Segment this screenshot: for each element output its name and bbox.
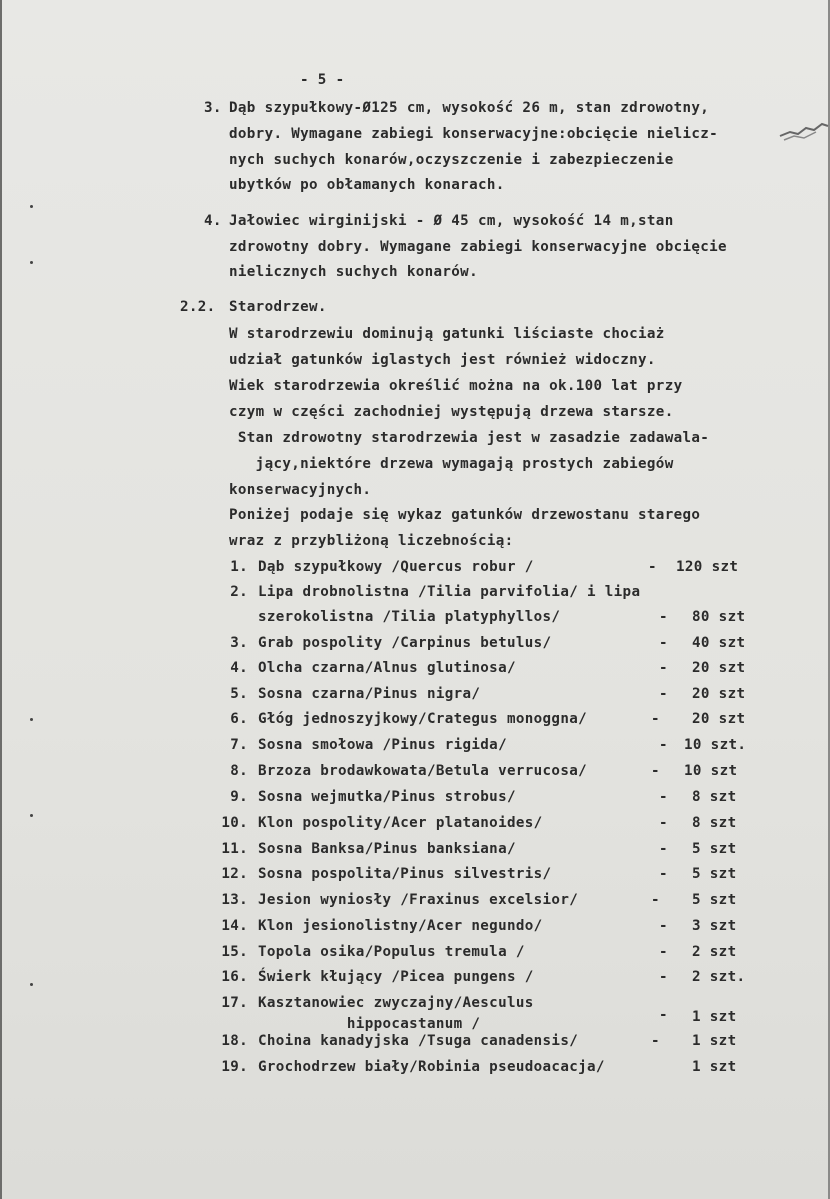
species-quantity: 20 szt (692, 711, 746, 727)
paragraph-line: jący,niektóre drzewa wymagają prostych zabiegów (229, 456, 674, 472)
species-number: 3. (230, 635, 248, 651)
species-quantity: 8 szt (692, 789, 737, 805)
species-name: Choina kanadyjska /Tsuga canadensis/ (258, 1033, 579, 1049)
margin-mark (30, 814, 33, 817)
species-dash: - (659, 969, 668, 985)
species-number: 19. (221, 1059, 248, 1075)
paragraph-line: wraz z przybliżoną liczebnością: (229, 533, 514, 549)
species-name: Sosna pospolita/Pinus silvestris/ (258, 866, 552, 882)
species-name: Klon jesionolistny/Acer negundo/ (258, 918, 543, 934)
species-number: 5. (230, 686, 248, 702)
species-number: 15. (221, 944, 248, 960)
paragraph-line: czym w części zachodniej występują drzewa starsze. (229, 404, 674, 420)
species-name: Grochodrzew biały/Robinia pseudoacacja/ (258, 1059, 605, 1075)
species-quantity: 8 szt (692, 815, 737, 831)
species-quantity: 20 szt (692, 660, 746, 676)
item-3-line: ubytków po obłamanych konarach. (229, 177, 505, 193)
species-name: Lipa drobnolistna /Tilia parvifolia/ i lipa (258, 584, 641, 600)
species-dash: - (659, 866, 668, 882)
species-dash: - (659, 737, 668, 753)
species-dash: - (648, 559, 657, 575)
item-3-line: nych suchych konarów,oczyszczenie i zabezpieczenie (229, 152, 674, 168)
item-4-line: nielicznych suchych konarów. (229, 264, 478, 280)
margin-mark (30, 261, 33, 264)
species-quantity: 1 szt (692, 1009, 737, 1025)
paragraph-line: W starodrzewiu dominują gatunki liściaste chociaż (229, 326, 665, 342)
species-name: Jesion wyniosły /Fraxinus excelsior/ (258, 892, 579, 908)
paragraph-line: udział gatunków iglastych jest również widoczny. (229, 352, 656, 368)
scan-edge-left (0, 0, 2, 1199)
species-dash: - (659, 609, 668, 625)
species-quantity: 2 szt (692, 944, 737, 960)
margin-mark (30, 983, 33, 986)
species-dash: - (659, 660, 668, 676)
species-quantity: 1 szt (692, 1059, 737, 1075)
section-title: Starodrzew. (229, 299, 327, 315)
species-dash: - (659, 918, 668, 934)
species-dash: - (659, 635, 668, 651)
species-number: 1. (230, 559, 248, 575)
item-4-number: 4. (204, 213, 222, 229)
paragraph-line: Wiek starodrzewia określić można na ok.100 lat przy (229, 378, 683, 394)
item-3-number: 3. (204, 100, 222, 116)
item-3-line: dobry. Wymagane zabiegi konserwacyjne:obcięcie nielicz- (229, 126, 719, 142)
species-dash: - (659, 686, 668, 702)
species-number: 14. (221, 918, 248, 934)
species-quantity: 10 szt (684, 763, 738, 779)
species-number: 12. (221, 866, 248, 882)
species-name: Klon pospolity/Acer platanoides/ (258, 815, 543, 831)
species-quantity: 20 szt (692, 686, 746, 702)
species-number: 11. (221, 841, 248, 857)
species-number: 6. (230, 711, 248, 727)
species-name: Topola osika/Populus tremula / (258, 944, 525, 960)
species-dash: - (659, 789, 668, 805)
species-name: Grab pospolity /Carpinus betulus/ (258, 635, 552, 651)
species-number: 2. (230, 584, 248, 600)
species-name: Kasztanowiec zwyczajny/Aesculus (258, 995, 534, 1011)
species-name: Olcha czarna/Alnus glutinosa/ (258, 660, 516, 676)
species-name: Dąb szypułkowy /Quercus robur / (258, 559, 534, 575)
species-name: Świerk kłujący /Picea pungens / (258, 969, 534, 985)
species-number: 10. (221, 815, 248, 831)
species-dash: - (651, 892, 660, 908)
species-quantity: 120 szt (676, 559, 739, 575)
species-name: Sosna wejmutka/Pinus strobus/ (258, 789, 516, 805)
species-number: 17. (221, 995, 248, 1011)
species-quantity: 40 szt (692, 635, 746, 651)
item-3-line: Dąb szypułkowy-Ø125 cm, wysokość 26 m, stan zdrowotny, (229, 100, 710, 116)
species-dash: - (659, 1007, 668, 1023)
species-name: Brzoza brodawkowata/Betula verrucosa/ (258, 763, 587, 779)
paragraph-line: Stan zdrowotny starodrzewia jest w zasadzie zadawala- (229, 430, 710, 446)
paragraph-line: konserwacyjnych. (229, 482, 372, 498)
species-dash: - (651, 1033, 660, 1049)
species-dash: - (651, 763, 660, 779)
species-name: Sosna smołowa /Pinus rigida/ (258, 737, 507, 753)
species-quantity: 80 szt (692, 609, 746, 625)
item-4-line: zdrowotny dobry. Wymagane zabiegi konserwacyjne obcięcie (229, 239, 727, 255)
species-dash: - (659, 944, 668, 960)
section-number: 2.2. (180, 299, 216, 315)
page-number: - 5 - (300, 72, 345, 88)
paragraph-line: Poniżej podaje się wykaz gatunków drzewostanu starego (229, 507, 701, 523)
species-quantity: 2 szt. (692, 969, 746, 985)
item-4-line: Jałowiec wirginijski - Ø 45 cm, wysokość 14 m,stan (229, 213, 674, 229)
species-name: hippocastanum / (258, 1016, 481, 1032)
species-name: szerokolistna /Tilia platyphyllos/ (258, 609, 561, 625)
species-quantity: 5 szt (692, 892, 737, 908)
species-number: 4. (230, 660, 248, 676)
species-number: 18. (221, 1033, 248, 1049)
margin-mark (30, 718, 33, 721)
species-dash: - (659, 841, 668, 857)
species-quantity: 1 szt (692, 1033, 737, 1049)
species-name: Sosna czarna/Pinus nigra/ (258, 686, 481, 702)
species-number: 16. (221, 969, 248, 985)
species-number: 8. (230, 763, 248, 779)
species-number: 13. (221, 892, 248, 908)
species-number: 9. (230, 789, 248, 805)
species-quantity: 5 szt (692, 866, 737, 882)
species-name: Głóg jednoszyjkowy/Crategus monoggna/ (258, 711, 587, 727)
species-quantity: 3 szt (692, 918, 737, 934)
ink-smudge (776, 116, 830, 148)
species-name: Sosna Banksa/Pinus banksiana/ (258, 841, 516, 857)
species-number: 7. (230, 737, 248, 753)
margin-mark (30, 205, 33, 208)
species-dash: - (651, 711, 660, 727)
species-dash: - (659, 815, 668, 831)
species-quantity: 10 szt. (684, 737, 747, 753)
species-quantity: 5 szt (692, 841, 737, 857)
